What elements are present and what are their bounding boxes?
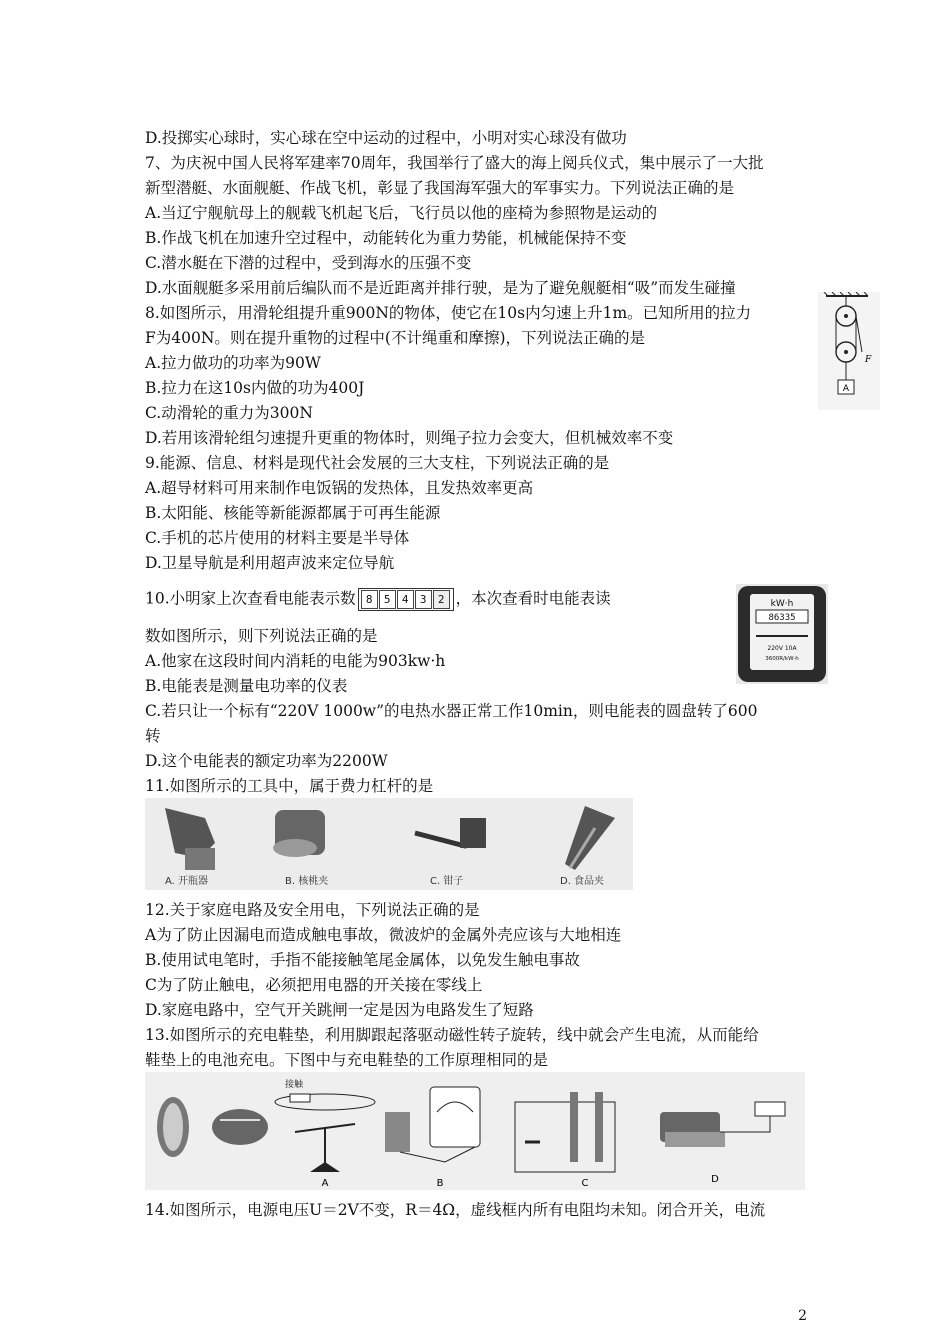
q8-option-b: B.拉力在这10s内做的功为400J xyxy=(145,379,365,397)
q8-stem: 8.如图所示，用滑轮组提升重900N的物体，使它在10s内匀速上升1m。已知所用的拉力 xyxy=(145,304,752,322)
q12-option-b: B.使用试电笔时，手指不能接触笔尾金属体，以免发生触电事故 xyxy=(145,951,580,969)
tool-caption-a: A. 开瓶器 xyxy=(165,876,209,887)
q13-fig-label-c: C xyxy=(581,1178,589,1189)
q13-diagram xyxy=(145,1072,805,1190)
q13-stem-cont: 鞋垫上的电池充电。下图中与充电鞋垫的工作原理相同的是 xyxy=(145,1051,549,1069)
meter-reading-boxes xyxy=(358,588,454,611)
q6-option-d: D.投掷实心球时，实心球在空中运动的过程中，小明对实心球没有做功 xyxy=(145,129,627,147)
q8-option-c: C.动滑轮的重力为300N xyxy=(145,404,313,422)
q8-stem-cont: F为400N。则在提升重物的过程中(不计绳重和摩擦)，下列说法正确的是 xyxy=(145,329,645,347)
meter-rev: 3600R/kW·h xyxy=(765,656,799,662)
meter-display-reading: 86335 xyxy=(768,613,796,623)
q13-touch-label: 接触 xyxy=(285,1080,304,1090)
meter-digit: 2 xyxy=(433,590,450,609)
tool-caption-c: C. 钳子 xyxy=(430,876,464,887)
electric-meter-figure xyxy=(736,584,828,684)
tool-caption-d: D. 食品夹 xyxy=(560,876,605,887)
pulley-diagram xyxy=(818,292,880,410)
q13-fig-label-a: A xyxy=(321,1178,329,1189)
q8-option-a: A.拉力做功的功率为90W xyxy=(145,354,321,372)
q9-option-b: B.太阳能、核能等新能源都属于可再生能源 xyxy=(145,504,441,522)
q7-stem: 7、为庆祝中国人民将军建率70周年，我国举行了盛大的海上阅兵仪式，集中展示了一大批 xyxy=(145,154,764,172)
q9-option-c: C.手机的芯片使用的材料主要是半导体 xyxy=(145,529,410,547)
q7-option-c: C.潜水艇在下潜的过程中，受到海水的压强不变 xyxy=(145,254,472,272)
q9-option-a: A.超导材料可用来制作电饭锅的发热体，且发热效率更高 xyxy=(145,479,534,497)
q10-stem: 10.小明家上次查看电能表示数 8 5 4 3 2 ，本次查看时电能表读 xyxy=(145,588,611,611)
meter-digit: 5 xyxy=(379,590,396,609)
q10-option-d: D.这个电能表的额定功率为2200W xyxy=(145,752,388,770)
q10-option-a: A.他家在这段时间内消耗的电能为903kw·h xyxy=(145,652,446,670)
meter-digit: 3 xyxy=(415,590,432,609)
q8-option-d: D.若用该滑轮组匀速提升更重的物体时，则绳子拉力会变大，但机械效率不变 xyxy=(145,429,674,447)
q7-option-a: A.当辽宁舰航母上的舰载飞机起飞后，飞行员以他的座椅为参照物是运动的 xyxy=(145,204,658,222)
q7-option-d: D.水面舰艇多采用前后编队而不是近距离并排行驶，是为了避免舰艇相“吸”而发生碰撞 xyxy=(145,279,736,297)
q10-stem-cont: 数如图所示，则下列说法正确的是 xyxy=(145,627,378,645)
q13-figure xyxy=(145,1072,805,1190)
q11-stem: 11.如图所示的工具中，属于费力杠杆的是 xyxy=(145,777,434,795)
q7-option-b: B.作战飞机在加速升空过程中，动能转化为重力势能，机械能保持不变 xyxy=(145,229,627,247)
q14-stem: 14.如图所示，电源电压U＝2V不变，R＝4Ω，虚线框内所有电阻均未知。闭合开关，电流 xyxy=(145,1201,766,1219)
pulley-load-label: A xyxy=(842,384,850,394)
q13-fig-label-b: B xyxy=(436,1178,444,1189)
tools-figure xyxy=(145,798,633,890)
q12-stem: 12.关于家庭电路及安全用电，下列说法正确的是 xyxy=(145,901,480,919)
tool-caption-b: B. 核桃夹 xyxy=(285,876,329,887)
pulley-force-label: F xyxy=(865,355,872,365)
q9-option-d: D.卫星导航是利用超声波来定位导航 xyxy=(145,554,395,572)
q13-stem: 13.如图所示的充电鞋垫，利用脚跟起落驱动磁性转子旋转，线中就会产生电流，从而能给 xyxy=(145,1026,759,1044)
q12-option-a: A为了防止因漏电而造成触电事故，微波炉的金属外壳应该与大地相连 xyxy=(145,926,622,944)
q9-stem: 9.能源、信息、材料是现代社会发展的三大支柱，下列说法正确的是 xyxy=(145,454,610,472)
q10-option-b: B.电能表是测量电功率的仪表 xyxy=(145,677,348,695)
page-number: 2 xyxy=(798,1308,807,1324)
meter-spec: 220V 10A xyxy=(767,645,797,652)
pulley-figure xyxy=(818,292,880,410)
meter-unit: kW·h xyxy=(770,599,794,609)
meter-digit: 8 xyxy=(361,590,378,609)
electric-meter-diagram xyxy=(736,584,828,684)
q10-option-c-cont: 转 xyxy=(145,727,161,745)
q13-fig-label-d: D xyxy=(711,1174,719,1185)
q12-option-d: D.家庭电路中，空气开关跳闸一定是因为电路发生了短路 xyxy=(145,1001,534,1019)
meter-digit: 4 xyxy=(397,590,414,609)
q12-option-c: C为了防止触电，必须把用电器的开关接在零线上 xyxy=(145,976,483,994)
q10-option-c: C.若只让一个标有“220V 1000w”的电热水器正常工作10min，则电能表的圆盘转了600 xyxy=(145,702,758,720)
q7-stem-cont: 新型潜艇、水面舰艇、作战飞机，彰显了我国海军强大的军事实力。下列说法正确的是 xyxy=(145,179,735,197)
